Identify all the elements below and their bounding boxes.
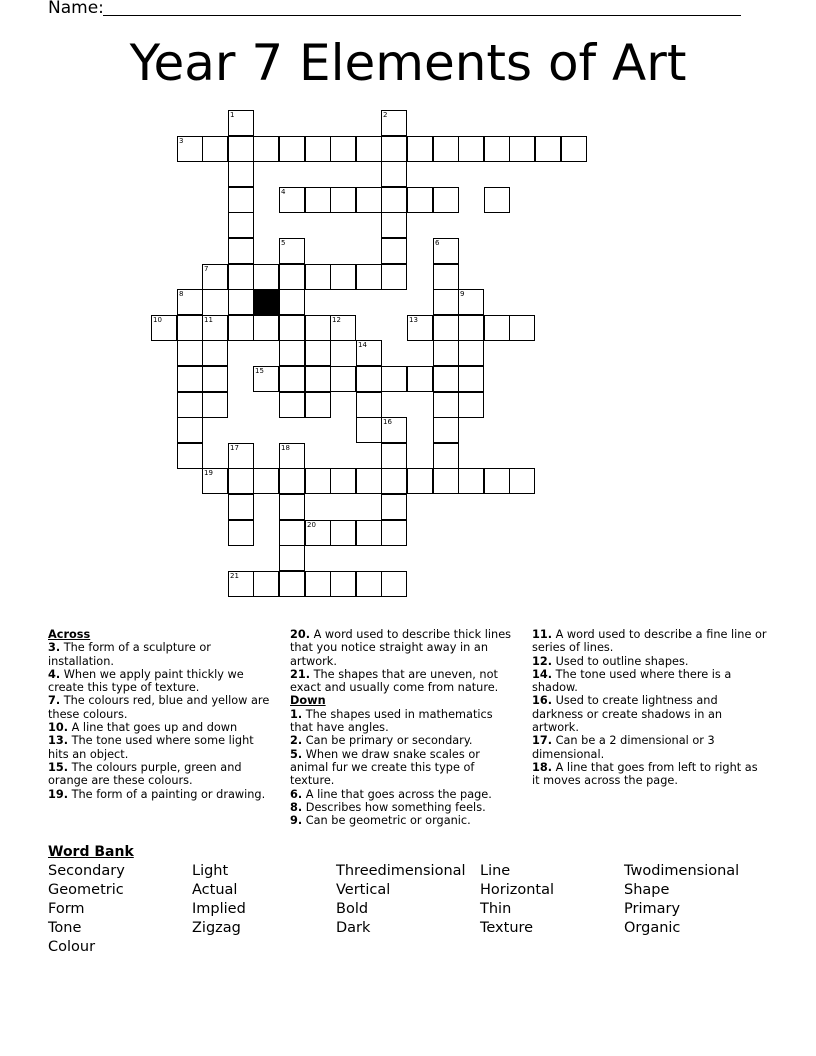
crossword-cell[interactable]	[279, 264, 305, 290]
crossword-cell[interactable]	[253, 264, 279, 290]
crossword-cell[interactable]	[484, 468, 510, 494]
crossword-cell[interactable]	[305, 136, 331, 162]
word-bank-word: Form	[48, 901, 85, 917]
crossword-cell[interactable]	[458, 340, 484, 366]
clue-item	[290, 788, 518, 801]
clue-number: 7	[204, 265, 209, 273]
clue-text: The tone used where there is a shadow.	[532, 667, 732, 695]
clue-number: 10	[153, 316, 162, 324]
word-bank-word: Horizontal	[480, 882, 555, 898]
word-bank-column	[624, 862, 739, 938]
clue-text: Can be primary or secondary.	[302, 734, 473, 748]
crossword-cell[interactable]	[177, 443, 203, 469]
crossword-cell[interactable]	[279, 494, 305, 520]
clue-text: Describes how something feels.	[302, 800, 486, 814]
word-bank-word: Colour	[48, 939, 96, 955]
clue-number: 17	[230, 444, 239, 452]
clue-item	[532, 655, 768, 668]
word-bank-word: Zigzag	[192, 920, 241, 936]
word-bank-word: Tone	[48, 920, 82, 936]
crossword-cell[interactable]	[356, 340, 382, 366]
clue-number: 6.	[290, 787, 303, 801]
crossword-cell[interactable]	[279, 520, 305, 546]
word-bank-word: Threedimensional	[336, 863, 466, 879]
crossword-cell[interactable]	[356, 187, 382, 213]
crossword-cell[interactable]	[202, 315, 228, 341]
crossword-cell[interactable]	[279, 366, 305, 392]
crossword-cell[interactable]	[458, 392, 484, 418]
crossword-cell[interactable]	[253, 366, 279, 392]
crossword-cell[interactable]	[228, 161, 254, 187]
crossword-cell[interactable]	[228, 264, 254, 290]
crossword-cell[interactable]	[433, 340, 459, 366]
clue-text: The colours red, blue and yellow are these colours.	[48, 694, 270, 721]
clue-item	[48, 721, 273, 734]
word-bank-word: Twodimensional	[624, 863, 740, 879]
crossword-cell[interactable]	[484, 136, 510, 162]
word-bank-word: Thin	[480, 901, 512, 917]
crossword-cell[interactable]	[279, 238, 305, 264]
crossword-cell[interactable]	[433, 136, 459, 162]
word-bank-title: Word Bank	[48, 844, 134, 860]
word-bank-column	[336, 862, 466, 938]
clue-number: 15.	[48, 760, 69, 774]
crossword-cell[interactable]	[381, 366, 407, 392]
crossword-cell[interactable]	[407, 136, 433, 162]
crossword-cell[interactable]	[330, 520, 356, 546]
crossword-cell[interactable]	[356, 136, 382, 162]
name-label: Name:	[48, 0, 104, 18]
crossword-cell[interactable]	[356, 468, 382, 494]
crossword-cell[interactable]	[356, 520, 382, 546]
crossword-cell[interactable]	[228, 238, 254, 264]
clue-number: 14.	[532, 667, 553, 681]
crossword-cell[interactable]	[381, 520, 407, 546]
page-title: Year 7 Elements of Art	[129, 34, 687, 92]
clue-item	[532, 628, 768, 655]
crossword-cell[interactable]	[177, 289, 203, 315]
crossword-cell[interactable]	[509, 468, 535, 494]
crossword-cell[interactable]	[381, 417, 407, 443]
crossword-cell[interactable]	[279, 545, 305, 571]
clue-number: 1	[230, 111, 235, 119]
crossword-cell[interactable]	[305, 340, 331, 366]
clue-text: The tone used where some light hits an object.	[48, 734, 254, 761]
crossword-cell[interactable]	[253, 468, 279, 494]
clue-item	[48, 668, 273, 695]
crossword-cell[interactable]	[381, 571, 407, 597]
word-bank-word: Geometric	[48, 882, 124, 898]
crossword-cell[interactable]	[407, 366, 433, 392]
clue-number: 18.	[532, 760, 553, 774]
clues-column-1	[48, 628, 273, 801]
clue-number: 13.	[48, 734, 69, 748]
across-heading: Across	[48, 628, 91, 641]
clue-number: 16	[383, 418, 392, 426]
clue-number: 2	[383, 111, 388, 119]
crossword-cell[interactable]	[330, 468, 356, 494]
crossword-cell[interactable]	[381, 212, 407, 238]
clue-number: 4.	[48, 667, 61, 681]
clue-number: 8	[179, 290, 184, 298]
clue-number: 3	[179, 137, 184, 145]
word-bank-word: Actual	[192, 882, 238, 898]
crossword-cell[interactable]	[279, 289, 305, 315]
clue-text: The form of a painting or drawing.	[68, 787, 266, 801]
word-bank-word: Light	[192, 863, 229, 879]
crossword-cell[interactable]	[433, 238, 459, 264]
word-bank-word: Secondary	[48, 863, 125, 879]
clue-text: The form of a sculpture or installation.	[48, 641, 211, 668]
crossword-cell[interactable]	[381, 187, 407, 213]
crossword-cell[interactable]	[458, 136, 484, 162]
crossword-cell[interactable]	[356, 264, 382, 290]
crossword-cell[interactable]	[433, 392, 459, 418]
clue-text: The colours purple, green and orange are these colours.	[48, 760, 242, 788]
crossword-cell[interactable]	[228, 212, 254, 238]
clue-number: 15	[255, 367, 264, 375]
crossword-cell[interactable]	[305, 392, 331, 418]
crossword-cell[interactable]	[330, 571, 356, 597]
crossword-cell[interactable]	[202, 392, 228, 418]
crossword-cell[interactable]	[433, 264, 459, 290]
crossword-cell[interactable]	[330, 264, 356, 290]
word-bank-column	[480, 862, 554, 938]
crossword-cell[interactable]	[228, 494, 254, 520]
clue-item	[290, 801, 518, 814]
crossword-cell[interactable]	[202, 366, 228, 392]
crossword-cell[interactable]	[407, 468, 433, 494]
clue-number: 13	[409, 316, 418, 324]
clue-item	[532, 694, 768, 734]
clue-number: 8.	[290, 800, 303, 814]
crossword-cell[interactable]	[177, 366, 203, 392]
crossword-cell[interactable]	[228, 187, 254, 213]
crossword-cell[interactable]	[484, 187, 510, 213]
crossword-cell[interactable]	[228, 443, 254, 469]
crossword-cell[interactable]	[228, 315, 254, 341]
clue-number: 20	[307, 521, 316, 529]
crossword-cell[interactable]	[177, 417, 203, 443]
crossword-cell[interactable]	[151, 315, 177, 341]
crossword-cell[interactable]	[381, 443, 407, 469]
crossword-cell[interactable]	[177, 136, 203, 162]
clue-number: 7.	[48, 694, 61, 708]
clue-number: 5.	[290, 747, 303, 761]
clue-text: The shapes that are uneven, not exact and usually come from nature.	[290, 667, 499, 695]
clue-item	[532, 761, 768, 788]
crossword-cell[interactable]	[561, 136, 587, 162]
clue-item	[48, 788, 273, 801]
crossword-cell[interactable]	[407, 315, 433, 341]
crossword-cell[interactable]	[202, 264, 228, 290]
clue-number: 14	[358, 341, 367, 349]
crossword-cell[interactable]	[381, 136, 407, 162]
crossword-cell[interactable]	[305, 264, 331, 290]
crossword-cell[interactable]	[279, 340, 305, 366]
clue-item	[532, 668, 768, 695]
crossword-cell[interactable]	[433, 468, 459, 494]
clue-text: A word used to describe thick lines that you notice straight away in an artwork.	[290, 628, 512, 668]
clue-number: 20.	[290, 628, 311, 641]
clue-text: A line that goes up and down	[68, 721, 238, 735]
crossword-cell[interactable]	[458, 289, 484, 315]
crossword-cell[interactable]	[356, 417, 382, 443]
crossword-cell[interactable]	[356, 366, 382, 392]
crossword-cell[interactable]	[305, 187, 331, 213]
clue-item	[48, 761, 273, 788]
clue-item	[290, 814, 518, 827]
clue-number: 2.	[290, 734, 303, 748]
word-bank-column	[48, 862, 125, 957]
crossword-cell[interactable]	[305, 366, 331, 392]
clue-item	[48, 734, 273, 761]
crossword-cell[interactable]	[433, 315, 459, 341]
crossword-cell[interactable]	[228, 520, 254, 546]
crossword-cell[interactable]	[305, 520, 331, 546]
clues-column-3	[532, 628, 768, 788]
crossword-cell[interactable]	[253, 315, 279, 341]
crossword-cell[interactable]	[330, 315, 356, 341]
crossword-cell[interactable]	[177, 340, 203, 366]
crossword-cell[interactable]	[177, 392, 203, 418]
crossword-cell[interactable]	[509, 315, 535, 341]
clue-number: 3.	[48, 641, 61, 655]
clue-number: 12.	[532, 654, 553, 668]
word-bank-word: Organic	[624, 920, 681, 936]
crossword-cell[interactable]	[330, 187, 356, 213]
crossword-cell[interactable]	[279, 392, 305, 418]
crossword-cell[interactable]	[228, 571, 254, 597]
crossword-cell[interactable]	[381, 468, 407, 494]
clue-text: A line that goes from left to right as it moves across the page.	[532, 760, 758, 788]
clue-number: 19.	[48, 787, 69, 801]
clue-text: Can be a 2 dimensional or 3 dimensional.	[532, 734, 715, 761]
clue-text: Used to create lightness and darkness or create shadows in an artwork.	[532, 694, 723, 735]
crossword-cell[interactable]	[330, 366, 356, 392]
clue-number: 18	[281, 444, 290, 452]
clue-item	[290, 734, 518, 747]
crossword-cell[interactable]	[381, 238, 407, 264]
clue-item	[532, 734, 768, 761]
word-bank-word: Line	[480, 863, 511, 879]
clue-number: 5	[281, 239, 286, 247]
clue-text: Used to outline shapes.	[552, 654, 689, 668]
crossword-cell[interactable]	[433, 187, 459, 213]
crossword-cell[interactable]	[202, 340, 228, 366]
clue-number: 11.	[532, 628, 553, 641]
crossword-cell[interactable]	[253, 571, 279, 597]
clue-number: 10.	[48, 721, 69, 735]
word-bank-word: Dark	[336, 920, 371, 936]
crossword-cell[interactable]	[279, 443, 305, 469]
crossword-cell[interactable]	[458, 366, 484, 392]
crossword-cell[interactable]	[279, 468, 305, 494]
clue-number: 21.	[290, 667, 311, 681]
clue-number: 4	[281, 188, 286, 196]
clue-item	[290, 668, 518, 695]
crossword-cell[interactable]	[433, 366, 459, 392]
crossword-cell[interactable]	[305, 571, 331, 597]
word-bank-word: Bold	[336, 901, 369, 917]
clues-column-2	[290, 628, 518, 827]
crossword-cell[interactable]	[305, 468, 331, 494]
down-heading: Down	[290, 694, 326, 708]
clue-text: When we draw snake scales or animal fur we create this type of texture.	[290, 747, 480, 788]
clue-text: A word used to describe a fine line or series of lines.	[532, 628, 767, 655]
crossword-cell[interactable]	[509, 136, 535, 162]
clue-number: 12	[332, 316, 341, 324]
crossword-cell[interactable]	[228, 289, 254, 315]
crossword-cell[interactable]	[381, 264, 407, 290]
crossword-cell[interactable]	[228, 468, 254, 494]
crossword-cell[interactable]	[407, 187, 433, 213]
crossword-cell[interactable]	[202, 136, 228, 162]
clue-number: 11	[204, 316, 213, 324]
crossword-cell[interactable]	[484, 315, 510, 341]
clue-number: 6	[435, 239, 440, 247]
crossword-cell[interactable]	[535, 136, 561, 162]
clue-text: A line that goes across the page.	[302, 787, 492, 801]
clue-item	[290, 628, 518, 668]
crossword-cell[interactable]	[433, 289, 459, 315]
crossword-cell[interactable]	[177, 315, 203, 341]
black-cell	[253, 289, 279, 315]
crossword-cell[interactable]	[381, 161, 407, 187]
crossword-cell[interactable]	[458, 468, 484, 494]
crossword-cell[interactable]	[330, 136, 356, 162]
word-bank-word: Primary	[624, 901, 681, 917]
clue-item	[48, 641, 273, 668]
crossword-cell[interactable]	[458, 315, 484, 341]
clue-number: 16.	[532, 694, 553, 708]
crossword-cell[interactable]	[279, 315, 305, 341]
clue-number: 21	[230, 572, 239, 580]
clue-text: Can be geometric or organic.	[302, 814, 471, 828]
crossword-cell[interactable]	[228, 110, 254, 136]
clue-text: When we apply paint thickly we create this type of texture.	[48, 667, 244, 695]
clue-number: 19	[204, 469, 213, 477]
clue-number: 9	[460, 290, 465, 298]
crossword-cell[interactable]	[356, 392, 382, 418]
crossword-cell[interactable]	[381, 494, 407, 520]
clue-number: 9.	[290, 814, 303, 828]
word-bank-word: Texture	[480, 920, 534, 936]
word-bank-word: Vertical	[336, 882, 391, 898]
clue-number: 17.	[532, 734, 553, 748]
crossword-cell[interactable]	[433, 443, 459, 469]
crossword-cell[interactable]	[356, 571, 382, 597]
clue-number: 1.	[290, 707, 303, 721]
crossword-cell[interactable]	[202, 468, 228, 494]
crossword-cell[interactable]	[253, 136, 279, 162]
crossword-cell[interactable]	[305, 315, 331, 341]
clue-item	[290, 748, 518, 788]
word-bank-word: Implied	[192, 901, 246, 917]
crossword-cell[interactable]	[228, 136, 254, 162]
clue-text: The shapes used in mathematics that have angles.	[290, 707, 493, 735]
crossword-cell[interactable]	[279, 187, 305, 213]
crossword-cell[interactable]	[279, 571, 305, 597]
crossword-cell[interactable]	[433, 417, 459, 443]
crossword-cell[interactable]	[381, 110, 407, 136]
word-bank-word: Shape	[624, 882, 670, 898]
clue-item	[48, 694, 273, 721]
clue-item	[290, 708, 518, 735]
crossword-cell[interactable]	[279, 136, 305, 162]
word-bank-column	[192, 862, 246, 938]
